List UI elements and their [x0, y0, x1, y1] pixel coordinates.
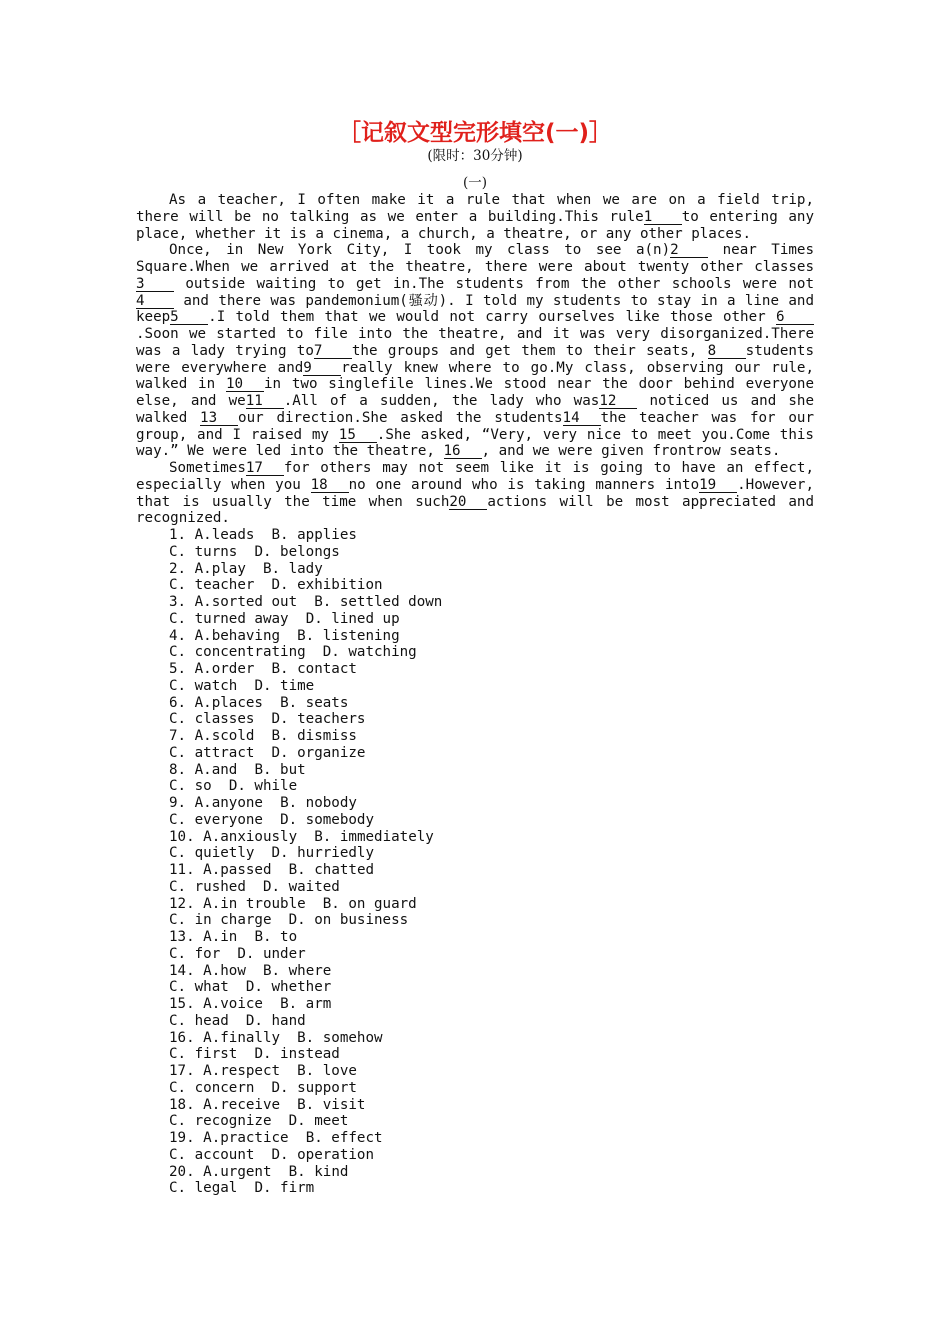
option-row-cd [169, 912, 814, 929]
option-row-ab [169, 695, 814, 712]
option-b[interactable]: B. settled down [314, 594, 443, 610]
blank-10[interactable]: 10 [226, 377, 264, 392]
option-b[interactable]: B. immediately [314, 828, 434, 845]
question-list [136, 527, 814, 1197]
option-c[interactable]: C. classes [169, 711, 255, 728]
option-c[interactable]: C. in charge [169, 912, 272, 929]
question-item [136, 594, 814, 628]
option-row-cd [169, 1013, 814, 1030]
question-item [136, 1030, 814, 1064]
blank-2[interactable]: 2 [670, 243, 708, 258]
option-b[interactable]: B. visit [297, 1096, 366, 1113]
question-item [136, 561, 814, 595]
option-d[interactable]: D. hurriedly [271, 845, 375, 862]
question-item [136, 1097, 814, 1131]
option-row-cd [169, 879, 814, 896]
option-row-ab [169, 996, 814, 1013]
option-c[interactable]: C. turns [169, 543, 238, 560]
question-number: 6. [169, 694, 195, 711]
option-d[interactable]: D. whether [245, 979, 332, 996]
option-a[interactable]: A.finally [203, 1029, 281, 1046]
option-row-ab [169, 1030, 814, 1047]
option-c[interactable]: C. account [169, 1146, 255, 1163]
option-d[interactable]: D. waited [262, 878, 340, 895]
option-a[interactable]: A.urgent [203, 1163, 272, 1180]
option-a[interactable]: A.leads [194, 527, 255, 543]
passage-text: As a teacher, I often make it a rule that when we are on a field trip, there will be no talking as we enter a building.This rule [136, 192, 814, 225]
question-number: 5. [169, 661, 195, 677]
blank-18[interactable]: 18 [311, 478, 349, 493]
question-number: 14. [169, 962, 204, 979]
passage-text: and there was pandemonium(骚动). I told my students to stay in a line and keep [136, 292, 814, 326]
question-number: 20. [169, 1163, 204, 1180]
blank-13[interactable]: 13 [200, 411, 238, 426]
option-c[interactable]: C. concentrating [169, 644, 306, 661]
option-row-ab [169, 661, 814, 678]
option-row-cd [169, 745, 814, 762]
option-row-ab [169, 1097, 814, 1114]
question-item [136, 762, 814, 796]
question-item [136, 795, 814, 829]
option-row-ab [169, 561, 814, 578]
passage-text: , and we were given frontrow seats. [481, 443, 781, 460]
option-row-cd [169, 812, 814, 829]
option-row-ab [169, 762, 814, 779]
option-row-ab [169, 628, 814, 645]
blank-3[interactable]: 3 [136, 277, 174, 292]
blank-5[interactable]: 5 [170, 310, 208, 325]
option-b[interactable]: B. but [254, 761, 306, 778]
option-a[interactable]: A.behaving [194, 627, 281, 644]
option-d[interactable]: D. teachers [271, 711, 366, 728]
option-b[interactable]: B. on guard [322, 895, 417, 912]
passage-text: .Soon we started to file into the theatre, and it was very disorganized.There was a lady trying to [136, 326, 814, 359]
option-a[interactable]: A.in trouble [203, 895, 306, 912]
option-b[interactable]: B. where [262, 962, 332, 979]
option-row-ab [169, 1164, 814, 1181]
option-row-cd [169, 1147, 814, 1164]
option-c[interactable]: C. head [169, 1012, 229, 1029]
passage-text: Sometimes [169, 460, 246, 476]
passage-paragraph [136, 192, 814, 242]
option-a[interactable]: A.how [203, 962, 246, 979]
option-b[interactable]: B. lady [262, 560, 323, 577]
option-d[interactable]: D. on business [288, 912, 409, 929]
question-item [136, 628, 814, 662]
blank-9[interactable]: 9 [303, 361, 341, 376]
passage-text: outside waiting to get in.The students from the other schools were not [174, 275, 814, 292]
passage-text: in two singlefile lines.We stood near the door behind everyone else, and we [136, 376, 814, 409]
option-b[interactable]: B. dismiss [271, 728, 357, 744]
question-item [136, 896, 814, 930]
option-d[interactable]: D. exhibition [271, 577, 383, 594]
passage-text: the teacher was for our group, and I raised my [136, 409, 814, 443]
option-d[interactable]: D. support [271, 1079, 357, 1096]
worksheet-page [136, 118, 814, 1197]
option-row-ab [169, 527, 814, 544]
option-c[interactable]: C. recognize [169, 1113, 272, 1130]
option-d[interactable]: D. operation [271, 1146, 375, 1163]
option-a[interactable]: A.and [194, 761, 238, 778]
option-row-cd [169, 1113, 814, 1130]
option-c[interactable]: C. teacher [169, 577, 255, 594]
option-b[interactable]: B. seats [280, 694, 349, 711]
question-item [136, 661, 814, 695]
option-c[interactable]: C. watch [169, 677, 238, 694]
option-row-cd [169, 611, 814, 628]
blank-17[interactable]: 17 [246, 461, 284, 476]
option-b[interactable]: B. effect [305, 1130, 383, 1146]
option-c[interactable]: C. for [169, 945, 221, 962]
option-b[interactable]: B. arm [280, 996, 332, 1012]
option-d[interactable]: D. meet [288, 1113, 349, 1130]
question-number: 19. [169, 1130, 204, 1146]
blank-4[interactable]: 4 [136, 294, 174, 309]
question-number: 11. [169, 862, 204, 878]
blank-7[interactable]: 7 [314, 344, 352, 359]
passage-paragraph [136, 242, 814, 460]
option-c[interactable]: C. legal [169, 1180, 238, 1197]
passage-text: the groups and get them to their seats, [351, 342, 708, 359]
option-b[interactable]: B. chatted [288, 862, 375, 878]
blank-14[interactable]: 14 [563, 411, 601, 426]
passage-text: our direction.She asked the students [238, 409, 563, 426]
passage-text: near Times Square.When we arrived at the theatre, there were about twenty other classes [136, 242, 814, 275]
question-number: 13. [169, 929, 204, 945]
time-limit: (限时：30分钟) [427, 148, 523, 164]
option-row-ab [169, 829, 814, 846]
question-number: 15. [169, 996, 204, 1012]
option-row-cd [169, 544, 814, 561]
question-number: 7. [169, 728, 195, 744]
blank-15[interactable]: 15 [339, 428, 377, 443]
option-row-ab [169, 963, 814, 980]
option-a[interactable]: A.order [194, 661, 255, 677]
option-a[interactable]: A.places [194, 694, 263, 711]
option-b[interactable]: B. to [254, 929, 298, 945]
option-d[interactable]: D. watching [322, 644, 417, 661]
option-a[interactable]: A.sorted out [194, 594, 298, 610]
section-label: (一) [462, 175, 488, 191]
option-d[interactable]: D. belongs [254, 543, 340, 560]
option-row-cd [169, 1180, 814, 1197]
blank-20[interactable]: 20 [449, 495, 487, 510]
option-row-cd [169, 946, 814, 963]
option-c[interactable]: C. rushed [169, 878, 246, 895]
option-a[interactable]: A.practice [203, 1130, 289, 1146]
question-item [136, 728, 814, 762]
option-b[interactable]: B. kind [288, 1163, 349, 1180]
option-row-ab [169, 862, 814, 879]
blank-8[interactable]: 8 [708, 344, 746, 359]
option-d[interactable]: D. organize [271, 744, 366, 761]
option-b[interactable]: B. love [297, 1063, 357, 1079]
option-row-ab [169, 795, 814, 812]
option-a[interactable]: A.anxiously [203, 828, 298, 845]
option-a[interactable]: A.in [203, 929, 238, 945]
question-number: 8. [169, 761, 195, 778]
option-d[interactable]: D. instead [254, 1046, 340, 1063]
question-number: 18. [169, 1096, 204, 1113]
option-b[interactable]: B. applies [271, 527, 357, 543]
option-b[interactable]: B. listening [297, 627, 400, 644]
blank-1[interactable]: 1 [644, 210, 682, 225]
question-number: 16. [169, 1029, 204, 1046]
question-item [136, 929, 814, 963]
question-item [136, 862, 814, 896]
blank-19[interactable]: 19 [699, 478, 737, 493]
option-row-cd [169, 678, 814, 695]
option-c[interactable]: C. concern [169, 1079, 255, 1096]
option-c[interactable]: C. so [169, 778, 212, 795]
passage-text: no one around who is taking manners into [348, 476, 700, 493]
question-number: 3. [169, 594, 195, 610]
passage-text: .She asked, “Very, very nice to meet you.Come this way.” We were led into the theatre, [136, 426, 814, 460]
question-number: 4. [169, 627, 195, 644]
option-d[interactable]: D. lined up [305, 610, 400, 627]
option-row-cd [169, 979, 814, 996]
option-row-cd [169, 577, 814, 594]
option-c[interactable]: C. attract [169, 744, 255, 761]
option-row-cd [169, 644, 814, 661]
passage-text: for others may not seem like it is going to have an effect, especially when you [136, 460, 814, 493]
option-d[interactable]: D. while [228, 778, 298, 795]
option-a[interactable]: A.respect [203, 1063, 281, 1079]
option-d[interactable]: D. hand [245, 1012, 306, 1029]
question-item [136, 527, 814, 561]
question-item [136, 829, 814, 863]
option-d[interactable]: D. under [237, 945, 306, 962]
option-d[interactable]: D. somebody [280, 811, 375, 828]
question-item [136, 1063, 814, 1097]
option-row-cd [169, 1080, 814, 1097]
question-number: 10. [169, 828, 204, 845]
option-row-cd [169, 778, 814, 795]
option-b[interactable]: B. nobody [280, 795, 357, 811]
question-number: 1. [169, 527, 195, 543]
question-item [136, 1164, 814, 1198]
option-c[interactable]: C. quietly [169, 845, 255, 862]
option-d[interactable]: D. time [254, 677, 315, 694]
option-a[interactable]: A.passed [203, 862, 272, 878]
option-a[interactable]: A.anyone [194, 795, 263, 811]
question-number: 9. [169, 795, 195, 811]
option-row-ab [169, 896, 814, 913]
question-item [136, 695, 814, 729]
blank-6[interactable]: 6 [776, 310, 814, 325]
option-a[interactable]: A.receive [203, 1096, 281, 1113]
option-d[interactable]: D. firm [254, 1180, 315, 1197]
option-row-cd [169, 711, 814, 728]
question-number: 17. [169, 1063, 204, 1079]
option-row-cd [169, 1046, 814, 1063]
option-row-ab [169, 728, 814, 745]
cloze-passage [136, 192, 814, 527]
question-number: 2. [169, 560, 195, 577]
question-number: 12. [169, 895, 204, 912]
question-item [136, 1130, 814, 1164]
option-c[interactable]: C. first [169, 1046, 238, 1063]
blank-11[interactable]: 11 [246, 394, 284, 409]
passage-text: noticed us and she walked [136, 393, 814, 426]
option-b[interactable]: B. contact [271, 661, 357, 677]
option-row-cd [169, 845, 814, 862]
question-item [136, 963, 814, 997]
passage-text: .I told them that we would not carry ourselves like those other [208, 309, 776, 326]
option-c[interactable]: C. turned away [169, 610, 289, 627]
blank-16[interactable]: 16 [444, 444, 482, 459]
passage-text: to entering any place, whether it is a cinema, a church, a theatre, or any other places. [136, 208, 815, 242]
worksheet-title: ［记叙文型完形填空(一)］ [337, 120, 613, 146]
passage-text: students were everywhere and [136, 342, 814, 376]
passage-text: .However, that is usually the time when such [136, 476, 814, 510]
passage-paragraph [136, 460, 814, 527]
option-a[interactable]: A.play [194, 560, 246, 577]
question-item [136, 996, 814, 1030]
passage-text: really knew where to go.My class, observing our rule, walked in [136, 359, 814, 393]
option-row-ab [169, 1063, 814, 1080]
option-a[interactable]: A.scold [194, 728, 255, 744]
blank-12[interactable]: 12 [599, 394, 637, 409]
option-c[interactable]: C. everyone [169, 811, 263, 828]
option-a[interactable]: A.voice [203, 996, 263, 1012]
passage-text: actions will be most appreciated and recognized. [136, 493, 814, 527]
passage-text: Once, in New York City, I took my class to see a(n) [169, 242, 671, 259]
option-row-ab [169, 1130, 814, 1147]
option-c[interactable]: C. what [169, 979, 229, 996]
option-row-ab [169, 594, 814, 611]
passage-text: .All of a sudden, the lady who was [283, 393, 600, 409]
option-b[interactable]: B. somehow [297, 1029, 383, 1046]
option-row-ab [169, 929, 814, 946]
